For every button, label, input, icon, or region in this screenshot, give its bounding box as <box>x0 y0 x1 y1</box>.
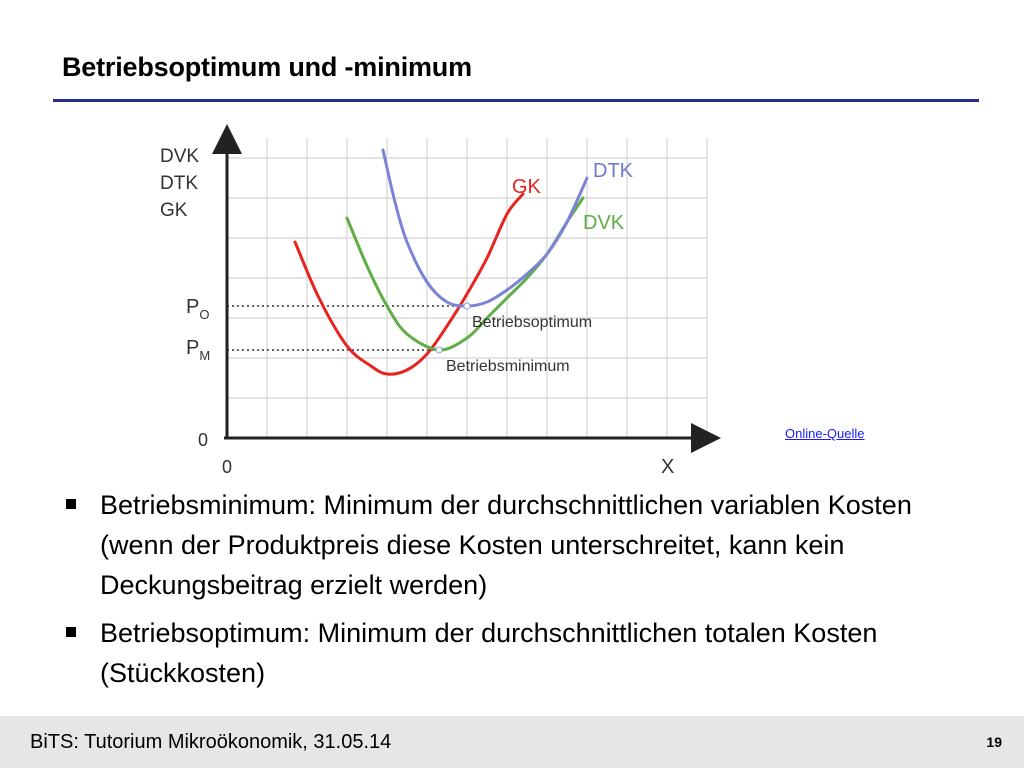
point-betriebsminimum <box>436 347 442 353</box>
point-label-betriebsoptimum: Betriebsoptimum <box>472 314 593 331</box>
curve-label-dvk: DVK <box>583 212 625 234</box>
y-axis-label-gk: GK <box>160 200 188 221</box>
footer-text: BiTS: Tutorium Mikroökonomik, 31.05.14 <box>30 731 392 753</box>
x-axis-label: X <box>661 456 675 478</box>
curve-label-dtk: DTK <box>593 160 633 182</box>
bullet-text: Betriebsminimum: Minimum der durchschnittlichen variablen Kosten (wenn der Produktpreis diese Kosten unterschreitet, kann kein Deckungsbeitrag erzielt werden) <box>100 490 912 600</box>
price-label-pm: $P_M$ <box>186 337 211 363</box>
cost-curves-chart <box>150 118 675 478</box>
y-origin-label: 0 <box>198 430 209 450</box>
page-number: 19 <box>986 734 1002 750</box>
bullet-text: Betriebsoptimum: Minimum der durchschnittlichen totalen Kosten (Stückkosten) <box>100 618 878 688</box>
curve-label-gk: GK <box>512 176 541 198</box>
point-label-betriebsminimum: Betriebsminimum <box>446 358 570 375</box>
point-betriebsoptimum <box>464 303 470 309</box>
footer-bar <box>0 716 1024 768</box>
x-origin-label: 0 <box>222 457 233 477</box>
bullet-item-betriebsminimum <box>62 485 982 605</box>
curve-gk <box>295 194 523 374</box>
y-axis-label-dvk: DVK <box>160 146 200 167</box>
title-divider <box>53 99 979 102</box>
bullet-marker <box>66 499 76 509</box>
y-axis-label-dtk: DTK <box>160 173 198 194</box>
curve-dtk <box>383 150 587 306</box>
online-source-link[interactable]: Online-Quelle <box>785 426 865 441</box>
bullet-marker <box>66 627 76 637</box>
bullet-item-betriebsoptimum <box>62 613 982 693</box>
bullet-list <box>62 485 982 701</box>
slide-title: Betriebsoptimum und -minimum <box>62 52 472 82</box>
price-label-po: $P_O$ <box>186 296 210 322</box>
